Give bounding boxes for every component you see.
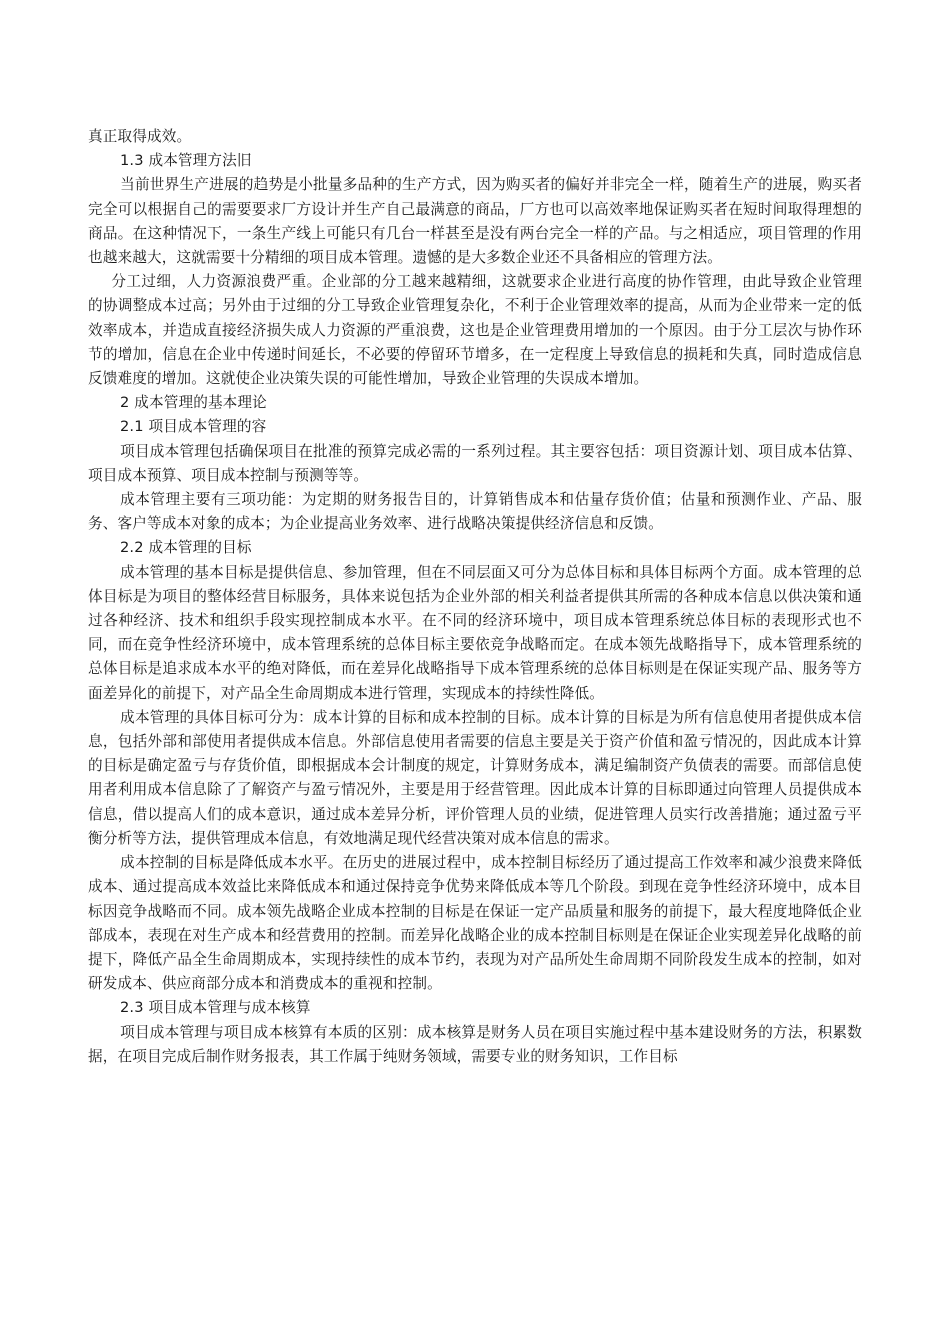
- paragraph: 成本管理主要有三项功能：为定期的财务报告目的，计算销售成本和估量存货价值；估量和预测作业、产品、服务、客户等成本对象的成本；为企业提高业务效率、进行战略决策提供经济信息和反馈。: [88, 491, 862, 533]
- section-heading-2: 2 成本管理的基本理论: [120, 394, 267, 412]
- document-body: [88, 125, 862, 1069]
- paragraph: 当前世界生产进展的趋势是小批量多品种的生产方式，因为购买者的偏好并非完全一样，随着生产的进展，购买者完全可以根据自己的需要要求厂方设计并生产自己最满意的商品，厂方也可以高效率地保证购买者在短时间取得理想的商品。在这种情况下，一条生产线上可能只有几台一样甚至是没有两台完全一样的产品。与之相适应，项目管理的作用也越来越大，这就需要十分精细的项目成本管理。遗憾的是大多数企业还不具备相应的管理方法。: [88, 176, 862, 267]
- section-heading-2-3: 2.3 项目成本管理与成本核算: [120, 999, 311, 1017]
- paragraph: 真正取得成效。: [88, 128, 192, 145]
- paragraph: 成本管理的具体目标可分为：成本计算的目标和成本控制的目标。成本计算的目标是为所有信息使用者提供成本信息，包括外部和部使用者提供成本信息。外部信息使用者需要的信息主要是关于资产价值和盈亏情况的，因此成本计算的目标是确定盈亏与存货价值，即根据成本会计制度的规定，计算财务成本，满足编制资产负债表的需要。而部信息使用者利用成本信息除了了解资产与盈亏情况外，主要是用于经营管理。因此成本计算的目标即通过向管理人员提供成本信息，借以提高人们的成本意识，通过成本差异分析，评价管理人员的业绩，促进管理人员实行改善措施；通过盈亏平衡分析等方法，提供管理成本信息，有效地满足现代经营决策对成本信息的需求。: [88, 708, 862, 847]
- section-heading-2-2: 2.2 成本管理的目标: [120, 539, 252, 557]
- paragraph: 分工过细，人力资源浪费严重。企业部的分工越来越精细，这就要求企业进行高度的协作管理，由此导致企业管理的协调整成本过高；另外由于过细的分工导致企业管理复杂化，不利于企业管理效率的提高，从而为企业带来一定的低效率成本，并造成直接经济损失成人力资源的严重浪费，这也是企业管理费用增加的一个原因。由于分工层次与协作环节的增加，信息在企业中传递时间延长，不必要的停留环节增多，在一定程度上导致信息的损耗和失真，同时造成信息反馈难度的增加。这就使企业决策失误的可能性增加，导致企业管理的失误成本增加。: [88, 273, 862, 388]
- paragraph: 成本控制的目标是降低成本水平。在历史的进展过程中，成本控制目标经历了通过提高工作效率和减少浪费来降低成本、通过提高成本效益比来降低成本和通过保持竞争优势来降低成本等几个阶段。到现在竞争性经济环境中，成本目标因竞争战略而不同。成本领先战略企业成本控制的目标是在保证一定产品质量和服务的前提下，最大程度地降低企业部成本，表现在对生产成本和经营费用的控制。而差异化战略企业的成本控制目标则是在保证企业实现差异化战略的前提下，降低产品全生命周期成本，实现持续性的成本节约，表现为对产品所处生命周期不同阶段发生成本的控制，如对研发成本、供应商部分成本和消费成本的重视和控制。: [88, 854, 862, 993]
- paragraph: 项目成本管理包括确保项目在批准的预算完成必需的一系列过程。其主要容包括：项目资源计划、项目成本估算、项目成本预算、项目成本控制与预测等等。: [88, 442, 862, 484]
- section-heading-1-3: 1.3 成本管理方法旧: [120, 152, 252, 170]
- paragraph: 项目成本管理与项目成本核算有本质的区别：成本核算是财务人员在项目实施过程中基本建设财务的方法，积累数据，在项目完成后制作财务报表，其工作属于纯财务领域，需要专业的财务知识，工作目标: [88, 1023, 862, 1065]
- section-heading-2-1: 2.1 项目成本管理的容: [120, 418, 267, 436]
- paragraph: 成本管理的基本目标是提供信息、参加管理，但在不同层面又可分为总体目标和具体目标两个方面。成本管理的总体目标是为项目的整体经营目标服务，具体来说包括为企业外部的相关利益者提供其所需的各种成本信息以供决策和通过各种经济、技术和组织手段实现控制成本水平。在不同的经济环境中，项目成本管理系统总体目标的表现形式也不同，而在竞争性经济环境中，成本管理系统的总体目标主要依竞争战略而定。在成本领先战略指导下，成本管理系统的总体目标是追求成本水平的绝对降低，而在差异化战略指导下成本管理系统的总体目标则是在保证实现产品、服务等方面差异化的前提下，对产品全生命周期成本进行管理，实现成本的持续性降低。: [88, 563, 862, 702]
